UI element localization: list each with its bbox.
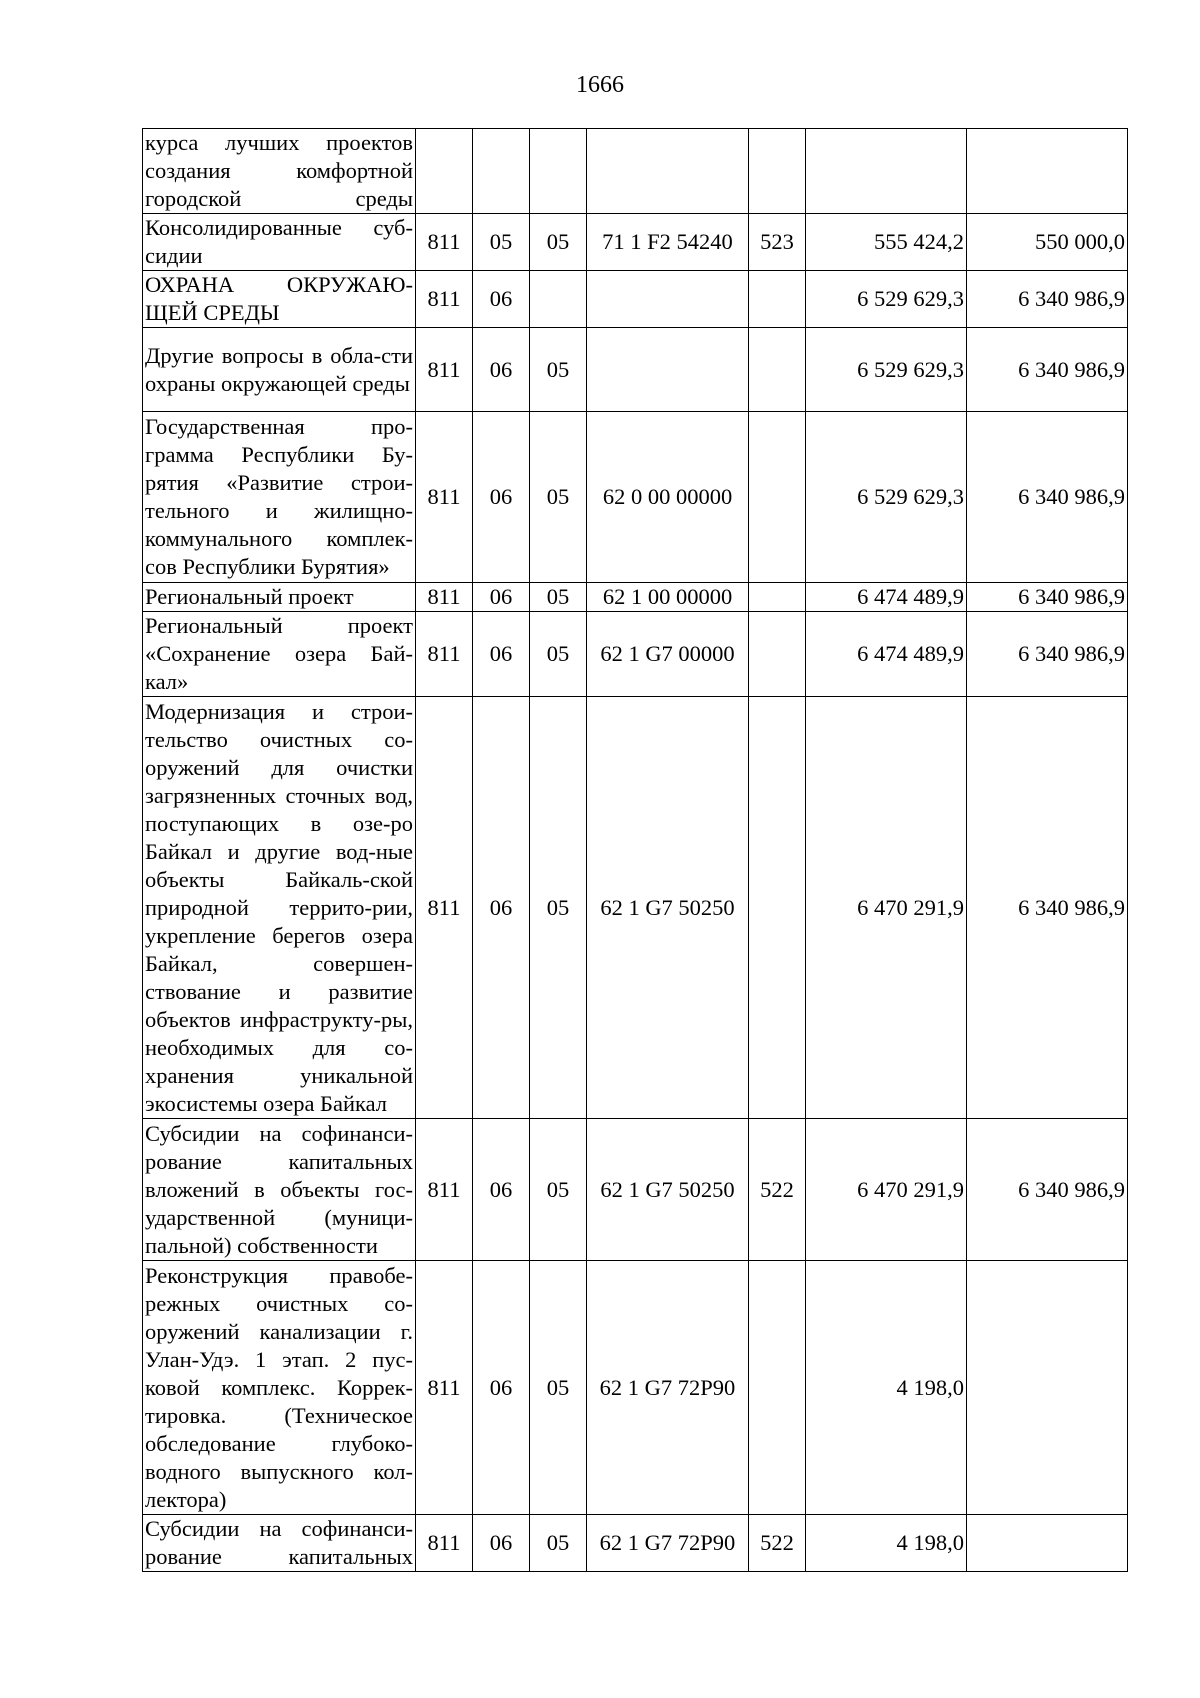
table-row bbox=[143, 697, 1128, 1119]
section-code: 06 bbox=[473, 612, 530, 697]
table-row bbox=[143, 1515, 1128, 1572]
amount-2: 6 340 986,9 bbox=[967, 412, 1128, 583]
amount-2: 6 340 986,9 bbox=[967, 612, 1128, 697]
section-code: 06 bbox=[473, 271, 530, 328]
table-row bbox=[143, 583, 1128, 612]
section-code: 05 bbox=[473, 214, 530, 271]
expense-type-code bbox=[749, 583, 806, 612]
table-row bbox=[143, 612, 1128, 697]
amount-1: 555 424,2 bbox=[806, 214, 967, 271]
amount-2 bbox=[967, 129, 1128, 214]
table-row bbox=[143, 328, 1128, 412]
grbs-code: 811 bbox=[416, 214, 473, 271]
amount-2 bbox=[967, 1261, 1128, 1515]
target-article-code: 62 1 G7 50250 bbox=[587, 697, 749, 1119]
grbs-code: 811 bbox=[416, 328, 473, 412]
amount-1: 6 470 291,9 bbox=[806, 1119, 967, 1261]
subsection-code: 05 bbox=[530, 583, 587, 612]
target-article-code: 62 1 G7 72P90 bbox=[587, 1261, 749, 1515]
row-description: Региональный проект «Сохранение озера Бай-кал» bbox=[143, 612, 416, 697]
target-article-code: 62 0 00 00000 bbox=[587, 412, 749, 583]
amount-2: 550 000,0 bbox=[967, 214, 1128, 271]
subsection-code bbox=[530, 129, 587, 214]
grbs-code: 811 bbox=[416, 612, 473, 697]
row-description: курса лучших проектов создания комфортной городской среды bbox=[143, 129, 416, 214]
section-code: 06 bbox=[473, 328, 530, 412]
expense-type-code: 522 bbox=[749, 1119, 806, 1261]
grbs-code: 811 bbox=[416, 271, 473, 328]
amount-1: 6 529 629,3 bbox=[806, 271, 967, 328]
amount-1: 6 474 489,9 bbox=[806, 583, 967, 612]
grbs-code: 811 bbox=[416, 1515, 473, 1572]
amount-1: 6 474 489,9 bbox=[806, 612, 967, 697]
amount-2 bbox=[967, 1515, 1128, 1572]
amount-1 bbox=[806, 129, 967, 214]
table-row bbox=[143, 214, 1128, 271]
expense-type-code bbox=[749, 1261, 806, 1515]
row-description: Государственная про-грамма Республики Бу-рятия «Развитие строи-тельного и жилищно-коммунального комплек-сов Республики Бурятия» bbox=[143, 412, 416, 583]
table-row bbox=[143, 412, 1128, 583]
grbs-code: 811 bbox=[416, 697, 473, 1119]
row-description: ОХРАНА ОКРУЖАЮ-ЩЕЙ СРЕДЫ bbox=[143, 271, 416, 328]
target-article-code bbox=[587, 328, 749, 412]
row-description: Реконструкция правобе-режных очистных со-оружений канализации г. Улан-Удэ. 1 этап. 2 пус-ковой комплекс. Коррек-тировка. (Техническое обследование глубоко-водного выпускного кол-лектора) bbox=[143, 1261, 416, 1515]
section-code: 06 bbox=[473, 412, 530, 583]
grbs-code: 811 bbox=[416, 1119, 473, 1261]
row-description: Региональный проект bbox=[143, 583, 416, 612]
target-article-code: 71 1 F2 54240 bbox=[587, 214, 749, 271]
row-description: Консолидированные суб-сидии bbox=[143, 214, 416, 271]
row-description: Модернизация и строи-тельство очистных со-оружений для очистки загрязненных сточных вод, поступающих в озе-ро Байкал и другие вод-ные объекты Байкаль-ской природной террито-рии, укрепление берегов озера Байкал, совершен-ствование и развитие объектов инфраструкту-ры, необходимых для со-хранения уникальной экосистемы озера Байкал bbox=[143, 697, 416, 1119]
expense-type-code bbox=[749, 328, 806, 412]
row-description: Субсидии на софинанси-рование капитальных вложений в объекты гос-ударственной (муници-пальной) собственности bbox=[143, 1119, 416, 1261]
expense-type-code bbox=[749, 271, 806, 328]
amount-2: 6 340 986,9 bbox=[967, 697, 1128, 1119]
section-code bbox=[473, 129, 530, 214]
grbs-code bbox=[416, 129, 473, 214]
table-row bbox=[143, 129, 1128, 214]
subsection-code: 05 bbox=[530, 1261, 587, 1515]
amount-2: 6 340 986,9 bbox=[967, 271, 1128, 328]
expense-type-code bbox=[749, 129, 806, 214]
subsection-code: 05 bbox=[530, 1119, 587, 1261]
table-row bbox=[143, 1119, 1128, 1261]
target-article-code: 62 1 G7 72P90 bbox=[587, 1515, 749, 1572]
subsection-code: 05 bbox=[530, 328, 587, 412]
amount-2: 6 340 986,9 bbox=[967, 328, 1128, 412]
target-article-code: 62 1 G7 00000 bbox=[587, 612, 749, 697]
target-article-code bbox=[587, 271, 749, 328]
subsection-code: 05 bbox=[530, 612, 587, 697]
grbs-code: 811 bbox=[416, 412, 473, 583]
target-article-code bbox=[587, 129, 749, 214]
expense-type-code: 523 bbox=[749, 214, 806, 271]
amount-1: 4 198,0 bbox=[806, 1515, 967, 1572]
row-description: Субсидии на софинанси-рование капитальных bbox=[143, 1515, 416, 1572]
subsection-code: 05 bbox=[530, 1515, 587, 1572]
amount-1: 6 470 291,9 bbox=[806, 697, 967, 1119]
subsection-code: 05 bbox=[530, 697, 587, 1119]
grbs-code: 811 bbox=[416, 583, 473, 612]
table-row bbox=[143, 1261, 1128, 1515]
expense-type-code: 522 bbox=[749, 1515, 806, 1572]
page-number: 1666 bbox=[576, 72, 624, 98]
amount-1: 6 529 629,3 bbox=[806, 328, 967, 412]
amount-2: 6 340 986,9 bbox=[967, 583, 1128, 612]
budget-table bbox=[142, 128, 1128, 1572]
section-code: 06 bbox=[473, 1515, 530, 1572]
target-article-code: 62 1 G7 50250 bbox=[587, 1119, 749, 1261]
amount-1: 4 198,0 bbox=[806, 1261, 967, 1515]
subsection-code bbox=[530, 271, 587, 328]
expense-type-code bbox=[749, 697, 806, 1119]
section-code: 06 bbox=[473, 583, 530, 612]
expense-type-code bbox=[749, 412, 806, 583]
subsection-code: 05 bbox=[530, 412, 587, 583]
section-code: 06 bbox=[473, 1119, 530, 1261]
target-article-code: 62 1 00 00000 bbox=[587, 583, 749, 612]
row-description: Другие вопросы в обла-сти охраны окружающей среды bbox=[143, 328, 416, 412]
amount-1: 6 529 629,3 bbox=[806, 412, 967, 583]
amount-2: 6 340 986,9 bbox=[967, 1119, 1128, 1261]
section-code: 06 bbox=[473, 697, 530, 1119]
expense-type-code bbox=[749, 612, 806, 697]
section-code: 06 bbox=[473, 1261, 530, 1515]
subsection-code: 05 bbox=[530, 214, 587, 271]
grbs-code: 811 bbox=[416, 1261, 473, 1515]
table-row bbox=[143, 271, 1128, 328]
